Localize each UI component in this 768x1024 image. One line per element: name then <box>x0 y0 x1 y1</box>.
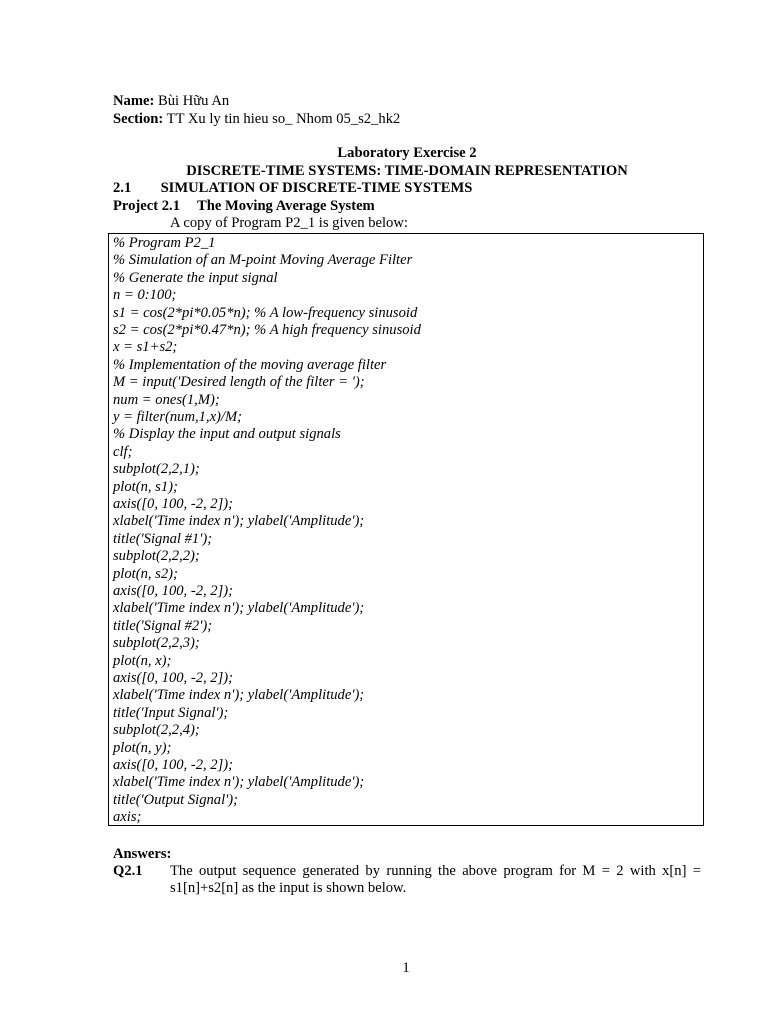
code-line: % Implementation of the moving average filter <box>113 356 387 373</box>
code-line: M = input('Desired length of the filter = '); <box>113 374 365 391</box>
code-line: axis; <box>113 809 142 826</box>
code-line: s2 = cos(2*pi*0.47*n); % A high frequency sinusoid <box>113 322 421 338</box>
document-title: Laboratory Exercise 2 <box>337 145 477 161</box>
section-line <box>113 111 400 128</box>
answers-heading: Answers: <box>113 846 172 862</box>
code-line: plot(n, y); <box>113 739 172 756</box>
code-line: title('Output Signal'); <box>113 791 239 808</box>
project-heading <box>113 198 375 215</box>
project-number: Project 2.1 <box>113 198 180 214</box>
code-listing <box>108 233 704 826</box>
name-value: Bùi Hữu An <box>158 93 230 109</box>
code-line: y = filter(num,1,x)/M; <box>113 409 242 425</box>
code-line: n = 0:100; <box>113 287 177 304</box>
code-line: subplot(2,2,4); <box>113 722 200 739</box>
page-number: 1 <box>402 960 410 976</box>
code-line: x = s1+s2; <box>113 339 178 356</box>
code-line: s1 = cos(2*pi*0.05*n); % A low-frequency sinusoid <box>113 304 418 321</box>
code-line: plot(n, s1); <box>113 478 178 495</box>
code-line: % Generate the input signal <box>113 269 278 286</box>
section-value: TT Xu ly tin hieu so_ Nhom 05_s2_hk2 <box>166 111 401 127</box>
question-text: The output sequence generated by running the above program for M = 2 with x[n] = s1[n]+s2[n] as the input is shown below. <box>170 863 701 896</box>
code-line: clf; <box>113 443 133 460</box>
code-line: subplot(2,2,2); <box>113 548 200 565</box>
code-line: title('Input Signal'); <box>113 704 229 721</box>
code-line: subplot(2,2,1); <box>113 461 200 478</box>
section-number: 2.1 <box>113 180 132 196</box>
document-subtitle: DISCRETE-TIME SYSTEMS: TIME-DOMAIN REPRESENTATION <box>186 163 628 179</box>
code-line: % Display the input and output signals <box>113 426 341 443</box>
name-line <box>113 93 229 110</box>
project-intro: A copy of Program P2_1 is given below: <box>170 215 408 231</box>
code-line: plot(n, s2); <box>113 565 178 582</box>
code-line: xlabel('Time index n'); ylabel('Amplitude'); <box>113 513 365 530</box>
code-line: axis([0, 100, -2, 2]); <box>113 757 233 773</box>
code-line: xlabel('Time index n'); ylabel('Amplitude'); <box>113 687 365 704</box>
section-label: Section: <box>113 111 164 127</box>
section-title: SIMULATION OF DISCRETE-TIME SYSTEMS <box>160 180 473 196</box>
code-line: axis([0, 100, -2, 2]); <box>113 583 233 599</box>
project-title: The Moving Average System <box>197 198 375 214</box>
code-line: % Simulation of an M-point Moving Average Filter <box>113 252 413 269</box>
section-heading <box>113 180 472 197</box>
code-line: title('Signal #1'); <box>113 530 213 547</box>
code-line: xlabel('Time index n'); ylabel('Amplitude'); <box>113 600 365 617</box>
code-line: title('Signal #2'); <box>113 617 213 634</box>
code-line: xlabel('Time index n'); ylabel('Amplitude'); <box>113 774 365 791</box>
name-label: Name: <box>113 93 155 109</box>
code-line: % Program P2_1 <box>113 235 216 251</box>
code-line: plot(n, x); <box>113 652 172 669</box>
code-line: subplot(2,2,3); <box>113 635 200 652</box>
code-line: axis([0, 100, -2, 2]); <box>113 670 233 686</box>
question-label: Q2.1 <box>113 863 143 879</box>
code-line: num = ones(1,M); <box>113 391 220 408</box>
code-line: axis([0, 100, -2, 2]); <box>113 496 233 512</box>
